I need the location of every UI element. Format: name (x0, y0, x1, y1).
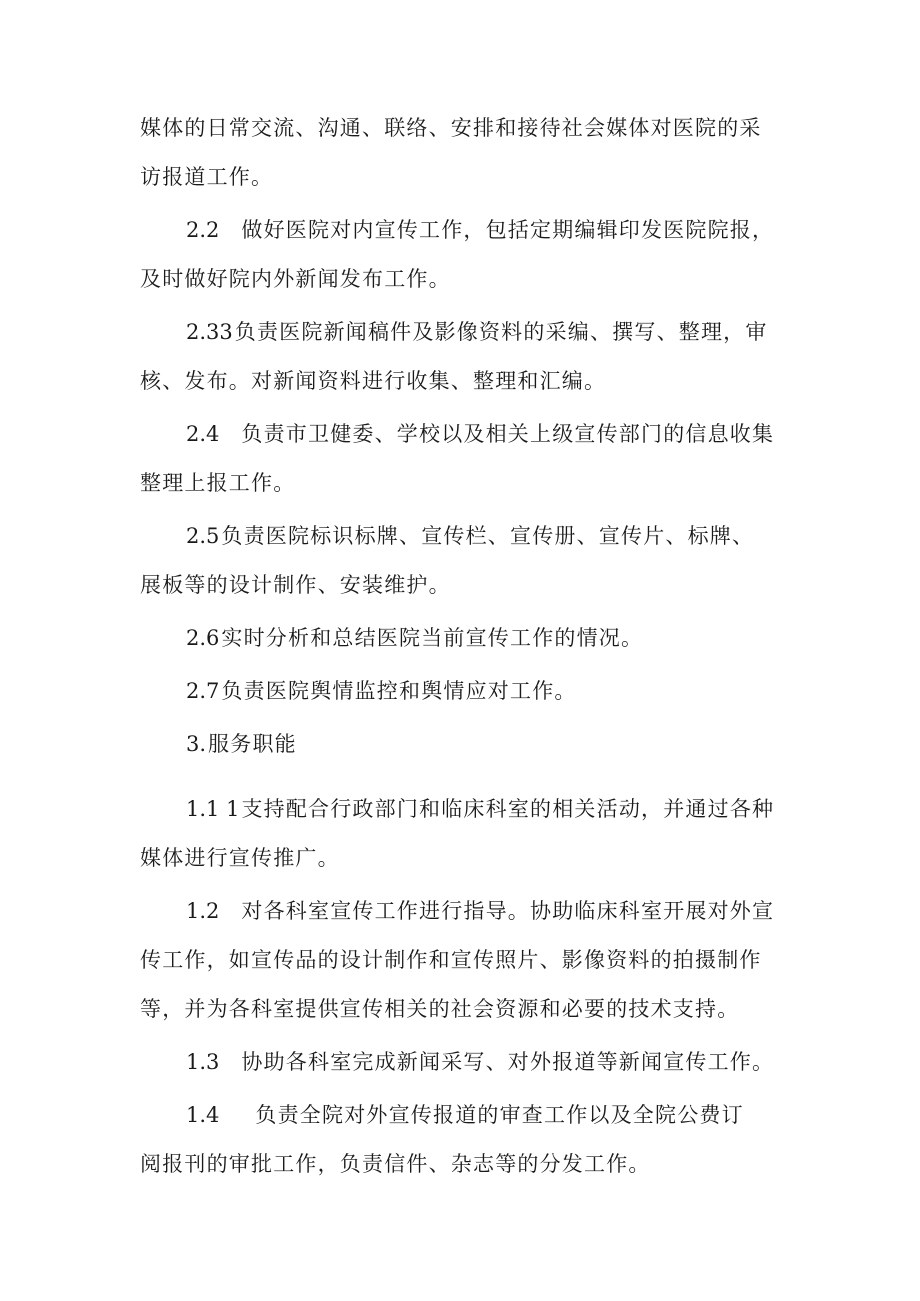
paragraph-first-line (140, 410, 790, 459)
section-number: 3. (186, 732, 207, 756)
paragraph-1-3 (140, 1038, 790, 1087)
item-number: 2.6 (186, 626, 220, 650)
item-number: 1.3 (186, 1050, 220, 1074)
item-number: 2.7 (186, 679, 220, 703)
paragraph-first-line (140, 667, 790, 716)
paragraph-line: 协助各科室完成新闻采写、对外报道等新闻宣传工作。 (241, 1050, 775, 1074)
paragraph-line: 负责医院新闻稿件及影像资料的采编、撰写、整理，审 (234, 320, 768, 344)
paragraph-first-line (140, 614, 790, 663)
paragraph-first-line (140, 308, 790, 357)
paragraph-line: 传工作，如宣传品的设计制作和宣传照片、影像资料的拍摄制作 (140, 948, 762, 972)
item-number: 1.2 (186, 899, 220, 923)
paragraph-2-7 (140, 667, 790, 716)
paragraph-line: 负责医院舆情监控和舆情应对工作。 (221, 679, 577, 703)
item-number: 1.1 1 (186, 797, 240, 821)
section-heading-line (140, 720, 790, 769)
item-number: 1.4 (186, 1103, 220, 1127)
paragraph-first-line (140, 1038, 790, 1087)
paragraph-line: 负责全院对外宣传报道的审查工作以及全院公费订 (255, 1103, 744, 1127)
paragraph-line: 实时分析和总结医院当前宣传工作的情况。 (221, 626, 644, 650)
paragraph-first-line (140, 206, 790, 255)
paragraph-1-4 (140, 1091, 790, 1189)
paragraph-first-line (140, 785, 790, 834)
paragraph-line: 整理上报工作。 (140, 471, 296, 495)
paragraph-line: 访报道工作。 (140, 165, 274, 189)
paragraph-line: 展板等的设计制作、安装维护。 (140, 573, 451, 597)
paragraph-2-33 (140, 308, 790, 406)
paragraph-line: 核、发布。对新闻资料进行收集、整理和汇编。 (140, 369, 607, 393)
paragraph-line: 支持配合行政部门和临床科室的相关活动，并通过各种 (241, 797, 775, 821)
item-number: 2.33 (186, 320, 233, 344)
paragraph-2-4 (140, 410, 790, 508)
paragraph-line: 做好医院对内宣传工作，包括定期编辑印发医院院报， (241, 218, 775, 242)
paragraph-first-line (140, 512, 790, 561)
item-number: 2.4 (186, 422, 220, 446)
paragraph-line: 负责市卫健委、学校以及相关上级宣传部门的信息收集 (241, 422, 775, 446)
item-number: 2.5 (186, 524, 220, 548)
paragraph-media-liaison (140, 104, 790, 202)
paragraph-line: 媒体进行宣传推广。 (140, 846, 340, 870)
paragraph-1-2 (140, 887, 790, 1034)
paragraph-line: 媒体的日常交流、沟通、联络、安排和接待社会媒体对医院的采 (140, 116, 762, 140)
document-body (140, 104, 790, 1189)
section-title: 服务职能 (208, 732, 297, 756)
paragraph-2-5 (140, 512, 790, 610)
paragraph-line: 等，并为各科室提供宣传相关的社会资源和必要的技术支持。 (140, 997, 740, 1021)
paragraph-first-line (140, 1091, 790, 1140)
paragraph-2-6 (140, 614, 790, 663)
item-number: 2.2 (186, 218, 220, 242)
paragraph-2-2 (140, 206, 790, 304)
paragraph-line: 对各科室宣传工作进行指导。协助临床科室开展对外宣 (241, 899, 775, 923)
paragraph-1-1-1 (140, 785, 790, 883)
paragraph-first-line (140, 887, 790, 936)
paragraph-line: 及时做好院内外新闻发布工作。 (140, 267, 451, 291)
paragraph-line: 阅报刊的审批工作，负责信件、杂志等的分发工作。 (140, 1152, 651, 1176)
paragraph-line: 负责医院标识标牌、宣传栏、宣传册、宣传片、标牌、 (221, 524, 755, 548)
section-heading-service-functions (140, 720, 790, 769)
